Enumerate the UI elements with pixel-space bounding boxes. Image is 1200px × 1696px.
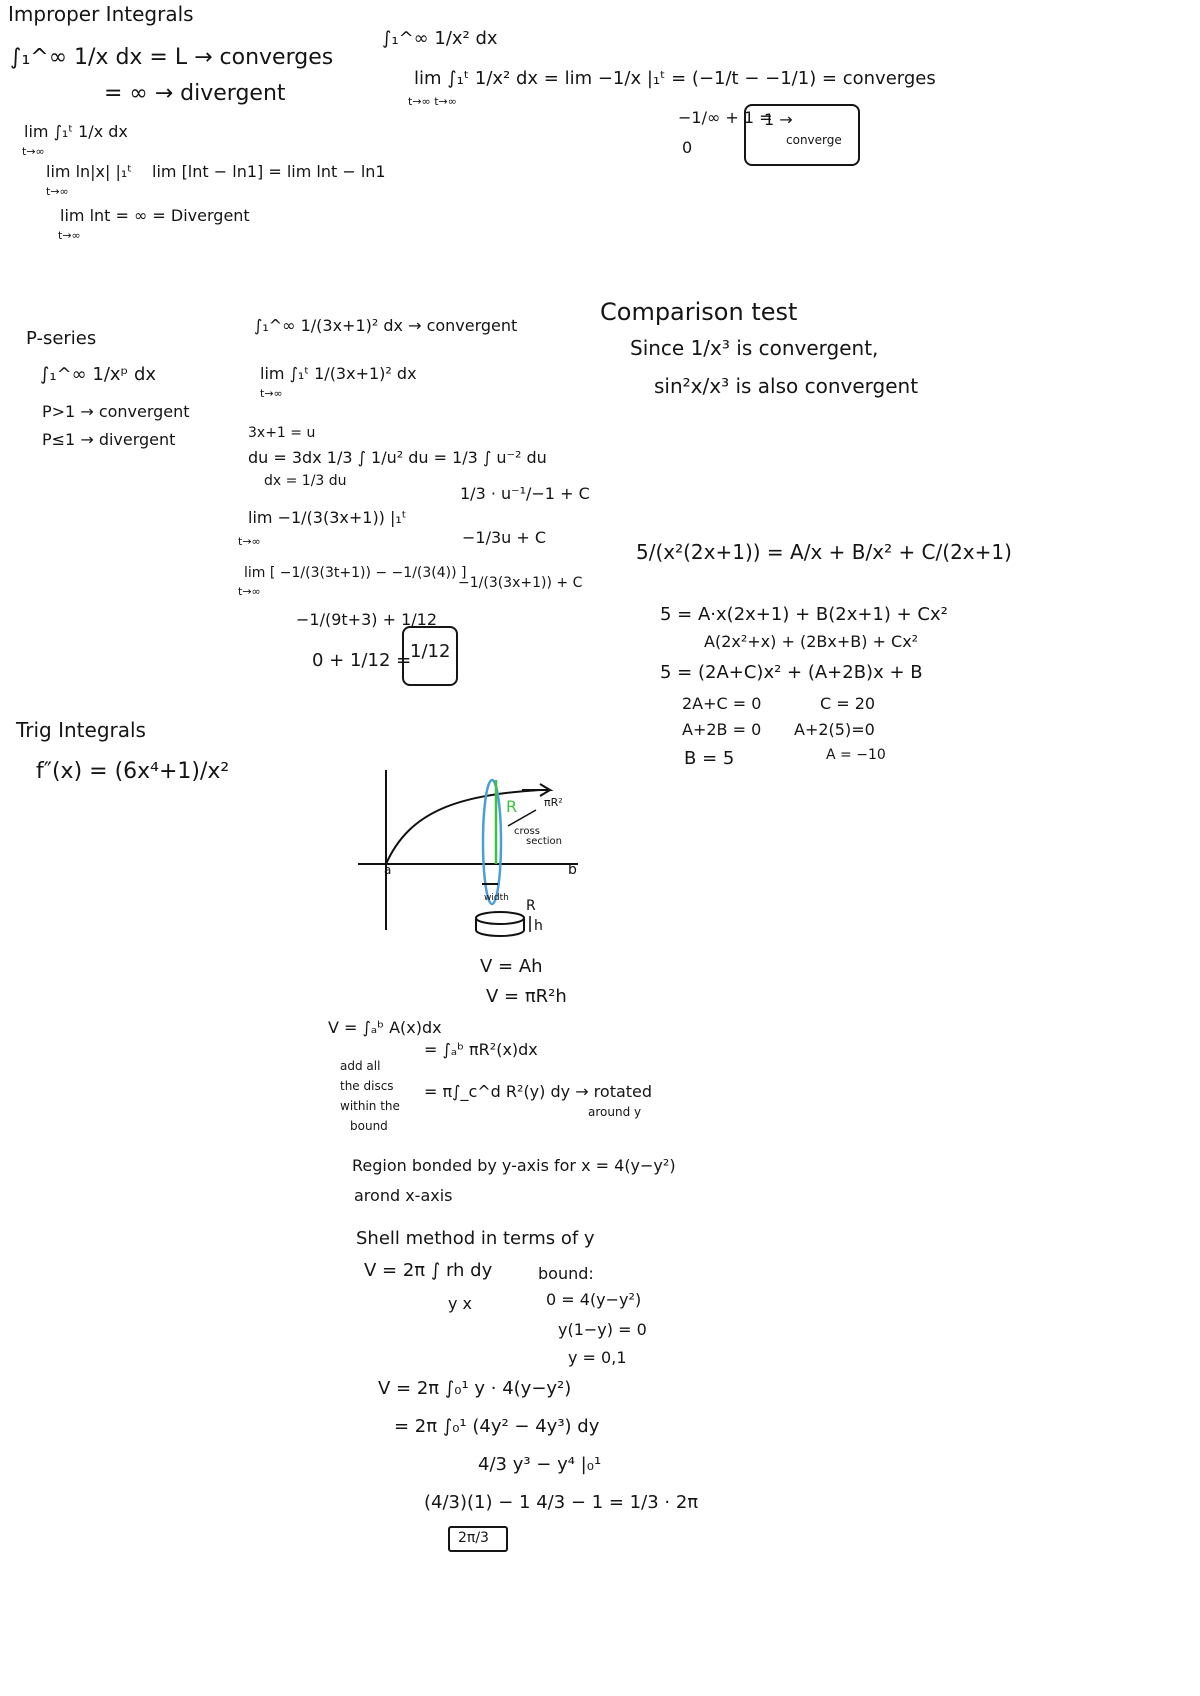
sketch-cross-label-2: section bbox=[526, 836, 563, 847]
disc-ellipse bbox=[483, 780, 501, 904]
improper-line-1: ∫₁^∞ 1/x dx = L → converges bbox=[10, 45, 334, 70]
partial-line-5b: C = 20 bbox=[820, 694, 876, 713]
ex3-line-3: 3x+1 = u bbox=[248, 425, 316, 441]
partial-line-7b: A = −10 bbox=[826, 747, 886, 763]
ex3-answer-box bbox=[402, 626, 458, 686]
ex3-line-11: −1/(9t+3) + 1/12 bbox=[296, 610, 438, 629]
cylinder-body-icon bbox=[476, 918, 524, 936]
volume-line-10: Shell method in terms of y bbox=[356, 1228, 595, 1249]
pseries-line-3: P≤1 → divergent bbox=[42, 430, 176, 449]
pseries-line-2: P>1 → convergent bbox=[42, 402, 190, 421]
volume-note-1: add all bbox=[340, 1059, 381, 1073]
ex2-line-2: lim ∫₁ᵗ 1/x² dx = lim −1/x |₁ᵗ = (−1/t − −1/1) = converges bbox=[414, 68, 936, 89]
ex2-line-1: ∫₁^∞ 1/x² dx bbox=[382, 28, 498, 49]
ex3-line-8: −1/3u + C bbox=[462, 528, 547, 547]
ex3-line-7: lim −1/(3(3x+1)) |₁ᵗ bbox=[248, 508, 407, 527]
partial-line-5a: 2A+C = 0 bbox=[682, 694, 762, 713]
partial-line-2: 5 = A·x(2x+1) + B(2x+1) + Cx² bbox=[660, 604, 948, 625]
trig-title: Trig Integrals bbox=[16, 718, 146, 742]
volume-line-3: V = ∫ₐᵇ A(x)dx bbox=[328, 1018, 442, 1037]
sketch-a-label: a bbox=[384, 863, 392, 877]
volume-line-18: = 2π ∫₀¹ (4y² − 4y³) dy bbox=[394, 1416, 600, 1437]
volume-sketch bbox=[350, 770, 590, 934]
ex3-line-6: 1/3 · u⁻¹/−1 + C bbox=[460, 484, 590, 503]
volume-line-19: 4/3 y³ − y⁴ |₀¹ bbox=[478, 1454, 602, 1475]
ex3-line-4: du = 3dx 1/3 ∫ 1/u² du = 1/3 ∫ u⁻² du bbox=[248, 448, 547, 467]
volume-line-8: Region bonded by y-axis for x = 4(y−y²) bbox=[352, 1156, 676, 1175]
trig-line-1: f″(x) = (6x⁴+1)/x² bbox=[36, 759, 230, 784]
improper-line-5: lim lnt = ∞ = Divergent bbox=[60, 206, 250, 225]
ex2-line-3: −1/∞ + 1 = bbox=[678, 108, 773, 127]
ex3-limit-sub: t→∞ bbox=[260, 387, 283, 400]
improper-line-4a: lim ln|x| |₁ᵗ bbox=[46, 162, 133, 181]
pseries-line-1: ∫₁^∞ 1/xᵖ dx bbox=[40, 364, 157, 385]
partial-line-4: 5 = (2A+C)x² + (A+2B)x + B bbox=[660, 662, 923, 683]
partial-line-3: A(2x²+x) + (2Bx+B) + Cx² bbox=[704, 632, 919, 651]
volume-line-14: 0 = 4(y−y²) bbox=[546, 1290, 642, 1309]
volume-line-16: y = 0,1 bbox=[568, 1348, 627, 1367]
improper-line-3: lim ∫₁ᵗ 1/x dx bbox=[24, 122, 128, 141]
ex3-tinf-2: t→∞ bbox=[238, 585, 261, 598]
ex3-line-9: lim [ −1/(3(3t+1)) − −1/(3(4)) ] bbox=[244, 565, 467, 581]
ex3-line-5: dx = 1/3 du bbox=[264, 473, 347, 489]
volume-line-6: = π∫_c^d R²(y) dy → rotated bbox=[424, 1082, 653, 1101]
partial-line-1: 5/(x²(2x+1)) = A/x + B/x² + C/(2x+1) bbox=[636, 540, 1012, 564]
ex2-limit-sub: t→∞ t→∞ bbox=[408, 95, 457, 108]
sketch-b-label: b bbox=[568, 862, 577, 878]
sketch-h-label: h bbox=[534, 918, 543, 934]
volume-line-11: V = 2π ∫ rh dy bbox=[364, 1260, 493, 1281]
ex3-line-12: 0 + 1/12 = bbox=[312, 650, 412, 671]
volume-line-13: bound: bbox=[538, 1264, 594, 1283]
curve-arrow-icon bbox=[522, 784, 550, 796]
improper-title: Improper Integrals bbox=[8, 2, 194, 26]
volume-line-20: (4/3)(1) − 1 4/3 − 1 = 1/3 · 2π bbox=[424, 1492, 699, 1513]
volume-line-15: y(1−y) = 0 bbox=[558, 1320, 647, 1339]
pseries-title: P-series bbox=[26, 328, 97, 349]
sketch-cross-label-1: cross bbox=[514, 826, 540, 837]
improper-limit-sub-3: t→∞ bbox=[58, 229, 81, 242]
ex3-line-2: lim ∫₁ᵗ 1/(3x+1)² dx bbox=[260, 364, 417, 383]
volume-answer-box bbox=[448, 1526, 508, 1552]
ex2-answer-box bbox=[744, 104, 860, 166]
partial-line-6a: A+2B = 0 bbox=[682, 720, 762, 739]
volume-line-4: = ∫ₐᵇ πR²(x)dx bbox=[424, 1040, 538, 1059]
improper-line-4b: lim [lnt − ln1] = lim lnt − ln1 bbox=[152, 162, 386, 181]
volume-note-2: the discs bbox=[340, 1079, 394, 1093]
ex3-box-value: 1/12 bbox=[410, 641, 451, 662]
sketch-width-label: width bbox=[484, 893, 509, 903]
partial-line-7a: B = 5 bbox=[684, 748, 735, 769]
volume-note-3: within the bbox=[340, 1099, 400, 1113]
ex2-box-line-2: converge bbox=[786, 133, 842, 147]
cylinder-top bbox=[476, 912, 524, 924]
improper-line-2: = ∞ → divergent bbox=[104, 81, 286, 106]
ex2-box-line-1: 1 → bbox=[764, 110, 793, 129]
sketch-r-label: R bbox=[506, 797, 518, 816]
comparison-title: Comparison test bbox=[600, 298, 798, 326]
volume-line-7: around y bbox=[588, 1105, 642, 1119]
sketch-big-r-label: R bbox=[526, 898, 536, 914]
improper-limit-sub-1: t→∞ bbox=[22, 145, 45, 158]
ex3-tinf-1: t→∞ bbox=[238, 535, 261, 548]
volume-note-4: bound bbox=[350, 1119, 388, 1133]
partial-line-6b: A+2(5)=0 bbox=[794, 720, 875, 739]
volume-line-12: y x bbox=[448, 1294, 473, 1313]
ex2-line-4: 0 bbox=[682, 138, 693, 157]
volume-answer: 2π/3 bbox=[458, 1530, 489, 1546]
volume-line-1: V = Ah bbox=[480, 956, 543, 977]
sketch-pir2-label: πR² bbox=[544, 796, 563, 809]
improper-limit-sub-2: t→∞ bbox=[46, 185, 69, 198]
volume-line-9: arond x-axis bbox=[354, 1186, 453, 1205]
comparison-line-1: Since 1/x³ is convergent, bbox=[630, 336, 879, 360]
volume-line-2: V = πR²h bbox=[486, 986, 567, 1007]
ex3-line-10: −1/(3(3x+1)) + C bbox=[458, 575, 583, 591]
ex3-line-1: ∫₁^∞ 1/(3x+1)² dx → convergent bbox=[254, 316, 518, 335]
comparison-line-2: sin²x/x³ is also convergent bbox=[654, 374, 919, 398]
volume-line-17: V = 2π ∫₀¹ y · 4(y−y²) bbox=[378, 1378, 572, 1399]
